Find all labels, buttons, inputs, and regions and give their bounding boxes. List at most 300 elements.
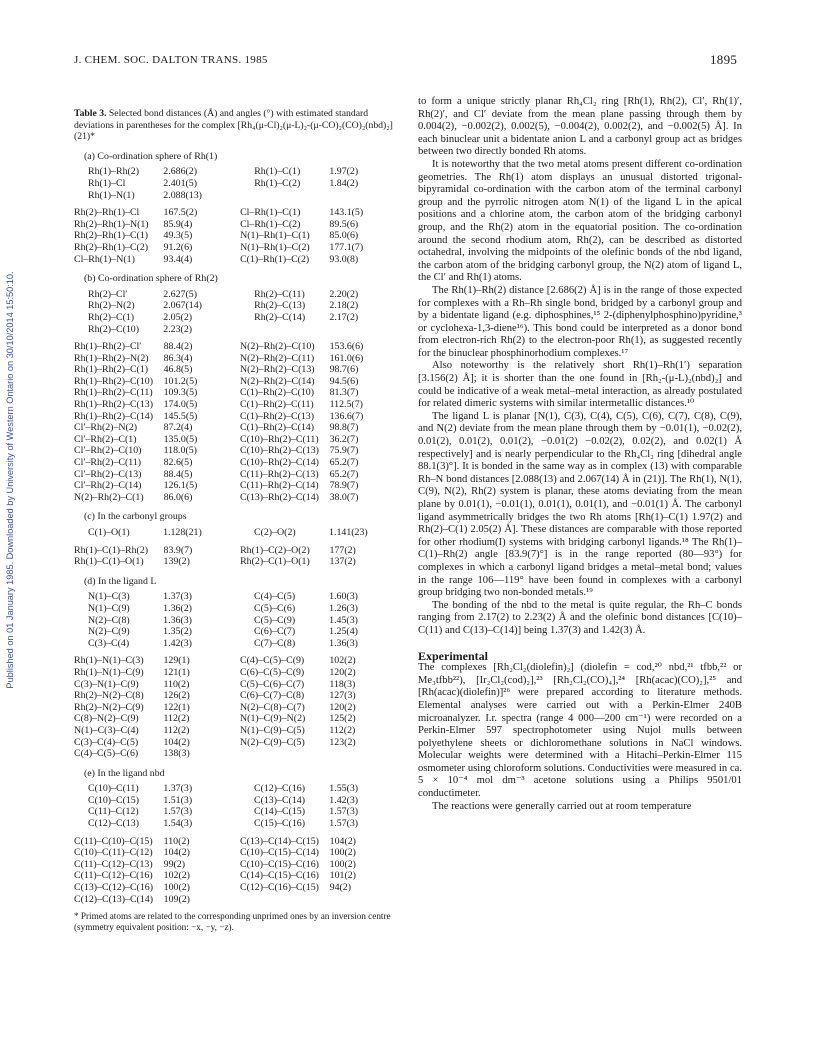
bond-value: 1.55(3): [329, 783, 359, 795]
bond-label: N(2)–C(9)–C(5): [240, 736, 305, 748]
bond-label: C(10)–C(15): [88, 794, 140, 806]
page-number: 1895: [710, 52, 738, 67]
bond-label: C(11)–Rh(2)–C(14): [239, 480, 319, 492]
bond-value: 82.6(5): [163, 457, 193, 469]
table-row: [74, 870, 406, 882]
table-row: [74, 469, 406, 481]
table-row: [74, 667, 406, 679]
table-row: [74, 387, 406, 399]
table-footnote: * Primed atoms are related to the corresponding unprimed ones by an inversion centre (symmetry equivalent position: −x, −y, −z).: [74, 911, 391, 933]
angle-group: [74, 836, 406, 906]
bond-label: [240, 894, 330, 906]
bond-value: 109(2): [163, 893, 190, 905]
bond-value: 86.3(4): [163, 352, 193, 364]
bond-label: Rh(1)–Rh(2)–C(14): [74, 410, 153, 422]
bond-label: C(1)–Rh(1)–C(2): [240, 253, 310, 265]
table-row: [74, 725, 406, 737]
bond-label: C(13)–C(14)–C(15): [239, 835, 319, 847]
paragraph: The bonding of the nbd to the metal is quite regular, the Rh–C bonds ranging from 2.17(2) to 2.23(2) Å and the olefinic bond distances [C(10)–C(11) and C(13)–C(14)] being 1.37(3) and 1.42(3) Å.: [418, 599, 742, 636]
bond-label: Rh(1)–N(1): [88, 189, 135, 201]
table-row: [74, 556, 406, 568]
table-row: [74, 230, 406, 242]
table-row: [74, 591, 406, 603]
bond-value: 177.1(7): [329, 241, 364, 253]
table-row: [74, 219, 406, 231]
bond-label: C(3)–N(1)–C(9): [74, 678, 139, 690]
bond-label: N(1)–C(9): [88, 602, 130, 614]
bond-label: Rh(1)–C(2): [254, 177, 301, 189]
bond-value: 127(3): [329, 690, 356, 702]
bond-label: Rh(2)–Rh(1)–C(1): [74, 230, 149, 242]
bond-label: Rh(2)–N(2): [88, 300, 135, 312]
bond-label: C(11)–C(12)–C(13): [74, 858, 153, 870]
bond-label: Cl–Rh(1)–N(1): [74, 253, 135, 265]
angle-group: [74, 545, 406, 568]
angle-group: [74, 207, 406, 265]
table-row: [74, 324, 406, 336]
bond-value: 99(2): [163, 858, 186, 870]
bond-label: Rh(2)–N(2)–C(9): [74, 701, 144, 713]
bond-value: 91.2(6): [163, 241, 193, 253]
bond-value: 2.088(13): [163, 189, 202, 201]
bond-label: C(11)–C(10)–C(15): [74, 835, 153, 847]
table-row: [74, 847, 406, 859]
bond-value: 100(2): [163, 882, 190, 894]
bond-value: 65.2(7): [329, 457, 359, 469]
bond-value: 75.9(7): [329, 445, 359, 457]
bond-value: 2.18(2): [329, 300, 359, 312]
table-row: [74, 679, 406, 691]
table-row: [74, 178, 406, 190]
bond-label: C(2)–O(2): [253, 527, 296, 538]
table-row: [74, 411, 406, 423]
bond-value: 2.627(5): [163, 288, 197, 300]
bond-label: Rh(2)–C(10): [88, 323, 140, 335]
table-row: [74, 615, 406, 627]
bond-label: Rh(2)–Rh(1)–N(1): [74, 218, 149, 230]
bond-value: 94.5(6): [329, 375, 359, 387]
bond-value: 104(2): [163, 736, 190, 748]
bond-value: 1.54(3): [163, 818, 193, 830]
table-row: [74, 795, 406, 807]
bond-value: 2.23(2): [163, 323, 193, 335]
bond-value: 104(2): [329, 835, 356, 847]
table-row: [74, 364, 406, 376]
bond-value: 120(2): [329, 666, 356, 678]
bond-label: Rh(1)–Rh(2)–C(10): [74, 375, 153, 387]
bond-label: Cl′–Rh(2)–C(10): [74, 445, 142, 457]
bond-label: C(10)–Rh(2)–C(14): [239, 457, 319, 469]
distance-group: [74, 527, 406, 539]
bond-value: 102(2): [163, 870, 190, 882]
experimental-paragraphs: [418, 662, 742, 813]
bond-label: C(10)–Rh(2)–C(11): [239, 433, 319, 445]
bond-value: 135.0(5): [163, 433, 198, 445]
table-row: [74, 242, 406, 254]
bond-label: C(10)–C(11): [88, 783, 139, 795]
table-row: [74, 818, 406, 830]
bond-value: 2.067(14): [163, 300, 202, 312]
table-row: [74, 341, 406, 353]
bond-value: 123(2): [329, 736, 356, 748]
bond-label: N(2)–C(9): [88, 626, 130, 638]
bond-value: 177(2): [329, 544, 356, 556]
bond-value: 93.0(8): [329, 253, 359, 265]
bond-value: 136.6(7): [329, 410, 364, 422]
bond-label: Rh(1)–N(1)–C(3): [74, 655, 144, 667]
table-row: [74, 702, 406, 714]
discussion-paragraphs: [418, 96, 742, 638]
table-row: [74, 480, 406, 492]
section-title: (d) In the ligand L: [84, 575, 157, 587]
bond-label: C(4)–C(5)–C(6): [74, 748, 139, 760]
running-header-journal: J. CHEM. SOC. DALTON TRANS. 1985: [74, 54, 268, 66]
table-row: [74, 603, 406, 615]
bond-value: 36.2(7): [329, 433, 359, 445]
experimental-heading: Experimental: [418, 648, 488, 663]
section-title: (c) In the carbonyl groups: [84, 511, 187, 523]
bond-value: 121(1): [163, 666, 190, 678]
bond-label: N(2)–C(8)–C(7): [240, 701, 305, 713]
bond-value: 1.36(3): [329, 637, 358, 649]
bond-value: 102(2): [329, 655, 356, 667]
distance-group: [74, 166, 406, 201]
bond-label: C(13)–Rh(2)–C(14): [239, 491, 319, 503]
section-title: (a) Co-ordination sphere of Rh(1): [84, 150, 218, 162]
bond-label: C(7)–C(8): [253, 637, 296, 649]
table-row: [74, 492, 406, 504]
bond-label: Rh(1)–C(1): [254, 166, 301, 178]
paragraph: The reactions were generally carried out at room temperature: [432, 800, 692, 812]
bond-label: N(2)–Rh(2)–C(1): [74, 491, 144, 503]
bond-value: 2.401(5): [163, 177, 198, 189]
bond-value: 125(2): [329, 713, 356, 725]
bond-label: C(4)–C(5): [253, 591, 296, 603]
bond-value: 98.7(6): [329, 364, 359, 376]
bond-label: C(1)–O(1): [88, 527, 130, 538]
bond-value: 118(3): [329, 678, 356, 690]
bond-value: 2.05(2): [163, 311, 193, 323]
table-row: [74, 894, 406, 906]
body-text-column: [418, 96, 742, 813]
bond-value: 112.5(7): [329, 399, 363, 411]
bond-label: Rh(2)–Cl′: [88, 288, 128, 300]
bond-label: N(2)–Rh(2)–C(11): [239, 352, 315, 364]
angle-group: [74, 655, 406, 759]
bond-label: Rh(1)–C(1)–O(1): [74, 556, 144, 568]
section-title: (e) In the ligand nbd: [84, 767, 165, 779]
bond-value: 1.45(3): [329, 614, 358, 626]
bond-label: Rh(2)–C(13): [254, 300, 306, 312]
bond-value: 167.5(2): [163, 207, 198, 219]
bond-label: C(11)–Rh(2)–C(13): [239, 468, 319, 480]
bond-label: C(13)–C(12)–C(16): [74, 882, 153, 894]
table-row: [74, 399, 406, 411]
bond-label: C(12)–C(13): [88, 818, 140, 830]
bond-value: 161.0(6): [329, 352, 364, 364]
table-row: [74, 312, 406, 324]
bond-value: [329, 190, 406, 202]
bond-value: 110(2): [163, 678, 190, 690]
bond-value: 2.20(2): [329, 288, 359, 300]
bond-label: Rh(2)–C(1)–O(1): [240, 556, 310, 568]
bond-value: 137(2): [329, 556, 356, 568]
bond-label: C(1)–Rh(2)–C(14): [239, 422, 315, 434]
table-row: [74, 690, 406, 702]
bond-value: 49.3(5): [163, 230, 193, 242]
bond-label: [240, 324, 329, 336]
bond-label: N(1)–C(9)–C(5): [240, 724, 305, 736]
paragraph: Also noteworthy is the relatively short Rh(1)–Rh(1′) separation [3.156(2) Å]; it is shorter than the one found in [Rh₂-(μ-L)₂(nbd)₂] and could be indicative of a weak metal–metal interaction, as already postulated for related dimeric systems with similar intermetallic distances.¹⁰: [418, 360, 742, 410]
bond-label: C(1)–Rh(2)–C(10): [239, 387, 315, 399]
bond-value: 101(2): [329, 870, 356, 882]
bond-value: 88.4(5): [163, 468, 193, 480]
bond-value: 94(2): [329, 882, 352, 894]
bond-label: Cl′–Rh(2)–C(1): [74, 433, 137, 445]
table-row: [74, 713, 406, 725]
bond-value: 112(2): [163, 713, 190, 725]
bond-value: 89.5(6): [329, 218, 359, 230]
bond-value: 118.0(5): [163, 445, 197, 457]
bond-label: Cl′–Rh(2)–C(13): [74, 468, 142, 480]
bond-label: N(1)–C(3): [88, 591, 130, 603]
paragraph: The complexes [Rh₂Cl₂(diolefin)₂] (diolefin = cod,²⁰ nbd,²¹ tfbb,²² or Me₃tfbb²²), [Ir₂Cl₂(cod)₂],²³ [Rh₂Cl₂(CO)₄],²⁴ [Rh(acac)(CO)₂],²⁵ and [Rh(acac)(diolefin)]²⁶ were prepared according to literature methods. Elemental analyses were carried out with a Perkin-Elmer 240B microanalyzer. I.r. spectra (range 4 000—200 cm⁻¹) were recorded on a Perkin-Elmer 597 spectrophotometer using Nujol mulls between polyethylene sheets or dichloromethane solutions in NaCl windows. Molecular weights were determined with a Hitachi–Perkin-Elmer 115 osmometer using chloroform solutions. Conductivities were measured in ca. 5 × 10⁻⁴ mol dm⁻³ acetone solutions using a Philips 9501/01 conductimeter.: [418, 662, 742, 800]
bond-value: 1.25(4): [329, 626, 358, 638]
bond-value: 1.36(2): [163, 602, 192, 614]
bond-value: 138(3): [163, 748, 190, 760]
bond-label: Rh(2)–Rh(1)–C(2): [74, 241, 149, 253]
bond-label: Rh(1)–Rh(2)–C(11): [74, 387, 153, 399]
bond-label: Rh(1)–C(1)–Rh(2): [74, 544, 149, 556]
table-row: [74, 783, 406, 795]
table-row: [74, 626, 406, 638]
bond-label: [240, 748, 329, 760]
table-row: [74, 207, 406, 219]
distance-group: [74, 289, 406, 335]
table-row: [74, 445, 406, 457]
bond-label: C(10)–Rh(2)–C(13): [239, 445, 319, 457]
bond-value: 85.9(4): [163, 218, 193, 230]
bond-label: C(6)–C(7): [253, 626, 296, 638]
bond-label: C(10)–C(15)–C(16): [239, 858, 319, 870]
bond-value: 1.97(2): [329, 166, 359, 178]
bond-label: C(5)–C(6)–C(7): [240, 678, 305, 690]
table-row: [74, 434, 406, 446]
table-caption: [74, 108, 406, 143]
bond-label: N(2)–Rh(2)–C(14): [239, 375, 315, 387]
bond-label: N(2)–Rh(2)–C(10): [239, 341, 315, 353]
bond-value: 87.2(4): [163, 422, 193, 434]
distance-group: [74, 783, 406, 829]
bond-value: 139(2): [163, 556, 190, 568]
bond-label: C(11)–C(12): [88, 806, 139, 818]
bond-label: N(1)–C(9)–N(2): [240, 713, 306, 725]
table-row: [74, 254, 406, 266]
bond-value: [329, 324, 406, 336]
bond-label: Cl′–Rh(2)–C(14): [74, 480, 142, 492]
table-caption-label: Table 3.: [74, 108, 107, 119]
bond-value: 104(2): [163, 847, 190, 859]
bond-value: 78.9(7): [329, 480, 359, 492]
bond-label: Rh(1)–N(1)–C(9): [74, 666, 144, 678]
table-row: [74, 527, 406, 539]
bond-value: 126.1(5): [163, 480, 198, 492]
bond-label: C(10)–C(15)–C(14): [239, 847, 319, 859]
bond-label: Rh(2)–Rh(1)–Cl: [74, 207, 140, 219]
bond-value: 93.4(4): [163, 253, 193, 265]
bond-label: C(13)–C(14): [253, 794, 305, 806]
table-caption-text: Selected bond distances (Å) and angles (°) with estimated standard deviations in parentheses for the complex [Rh₄(μ-Cl)₂(μ-L)₂-(μ-CO)₂(CO)₂(nbd)₂] (21)*: [74, 108, 393, 143]
bond-value: 1.141(23): [329, 527, 368, 538]
bond-label: C(5)–C(6): [253, 602, 296, 614]
table-row: [74, 422, 406, 434]
bond-label: Rh(1)–Rh(2)–C(13): [74, 399, 153, 411]
table-row: [74, 638, 406, 650]
bond-value: 122(1): [163, 701, 190, 713]
bond-label: Rh(1)–Rh(2)–C(1): [74, 364, 149, 376]
bond-label: C(3)–C(4)–C(5): [74, 736, 139, 748]
bond-value: 2.17(2): [329, 311, 359, 323]
bond-label: N(1)–Rh(1)–C(1): [240, 230, 310, 242]
table-row: [74, 457, 406, 469]
bond-value: [329, 748, 406, 760]
bond-label: Rh(2)–C(1): [88, 311, 135, 323]
table-row: [74, 376, 406, 388]
bond-value: 174.0(5): [163, 399, 198, 411]
bond-value: 112(2): [163, 724, 190, 736]
bond-label: Cl–Rh(1)–C(1): [240, 207, 301, 219]
bond-label: Rh(2)–C(11): [254, 288, 305, 300]
table-sections: [74, 151, 406, 905]
table-row: [74, 748, 406, 760]
bond-label: Rh(1)–Rh(2)–N(2): [74, 352, 149, 364]
bond-label: C(5)–C(9): [253, 614, 296, 626]
table-row: [74, 545, 406, 557]
bond-value: 86.0(6): [163, 491, 193, 503]
bond-value: 129(1): [163, 655, 190, 667]
bond-value: 1.57(3): [329, 806, 359, 818]
paragraph: to form a unique strictly planar Rh₄Cl₂ ring [Rh(1), Rh(2), Cl′, Rh(1)′, Rh(2)′, and Cl′ deviate from the mean plane passing through them by 0.004(2), −0.002(2), 0.002(5), −0.004(2), 0.002(2), and −0.002(5) Å]. In each binuclear unit a bidentate anion L and a carbonyl group act as bridges between two directly bonded Rh atoms.: [418, 96, 742, 158]
angle-group: [74, 341, 406, 503]
bond-label: C(12)–C(16)–C(15): [239, 882, 319, 894]
bond-label: C(6)–C(5)–C(9): [240, 666, 305, 678]
bond-label: C(4)–C(5)–C(9): [240, 655, 305, 667]
bond-label: C(1)–Rh(2)–C(13): [239, 410, 315, 422]
bond-value: 153.6(6): [329, 341, 364, 353]
bond-value: 1.26(3): [329, 602, 358, 614]
bond-label: N(1)–Rh(1)–C(2): [240, 241, 310, 253]
bond-value: 46.8(5): [163, 364, 193, 376]
bond-value: 1.128(21): [163, 527, 202, 538]
download-stamp: Published on 01 January 1985. Downloaded by University of Western Ontario on 30/10/2014 15:50:10.: [5, 271, 15, 689]
bond-label: C(12)–C(13)–C(14): [74, 893, 153, 905]
bond-label: C(10)–C(11)–C(12): [74, 847, 153, 859]
bond-value: 101.2(5): [163, 375, 198, 387]
bond-label: C(14)–C(15)–C(16): [239, 870, 319, 882]
bond-value: 1.37(3): [163, 591, 192, 603]
bond-label: [240, 190, 329, 202]
bond-label: N(2)–Rh(2)–C(13): [239, 364, 315, 376]
bond-value: 143.1(5): [329, 207, 364, 219]
bond-value: 1.37(3): [163, 783, 193, 795]
bond-label: C(12)–C(16): [253, 783, 305, 795]
section-title: (b) Co-ordination sphere of Rh(2): [84, 273, 218, 285]
paragraph: The ligand L is planar [N(1), C(3), C(4), C(5), C(6), C(7), C(8), C(9), and N(2) deviate from the mean plane through them by −0.01(1), −0.02(2), 0.01(2), 0.01(2), 0.01(2), −0.01(2) −0.02(2), 0.02(2), and 0.02(1) Å respectively] and is nearly perpendicular to the Rh₄Cl₂ ring [dihedral angle 88.1(3)°]. It is bonded in the same way as in complex (13) with comparable Rh–N bond distances [2.088(13) and 2.067(14) Å in (21)]. The Rh(1), N(1), C(9), N(2), Rh(2) system is planar, these atoms deviating from the mean plane by 0.01(1), −0.01(1), 0.01(1), 0.01(1), and −0.01(1) Å. The carbonyl ligand asymmetrically bridges the two Rh atoms [Rh(1)–C(1) 1.97(2) and Rh(2)–C(1) 2.05(2) Å]. These distances are comparable with those reported for other rhodium(I) systems with bridging carbonyl ligands.¹⁸ The Rh(1)–C(1)–Rh(2) angle [83.9(7)°] is in the range reported (80—93°) for complexes in which a carbonyl ligand bridges a metal–metal bond; values in the range 106—119° have been found in complexes with a carbonyl group bridging two non-bonded metals.¹⁹: [418, 410, 742, 599]
bond-label: N(2)–C(8): [88, 614, 130, 626]
bond-value: 1.60(3): [329, 591, 358, 603]
bond-label: Cl′–Rh(2)–C(11): [74, 457, 142, 469]
bond-label: Rh(2)–C(14): [254, 311, 306, 323]
bond-value: 145.5(5): [163, 410, 198, 422]
bond-value: 112(2): [329, 724, 356, 736]
bond-value: 98.8(7): [329, 422, 359, 434]
bond-value: 2.686(2): [163, 166, 198, 178]
bond-label: Rh(1)–Rh(2): [88, 166, 140, 178]
bond-label: Rh(1)–Rh(2)–Cl′: [74, 341, 142, 353]
bond-value: 81.3(7): [329, 387, 359, 399]
bond-value: 109.3(5): [163, 387, 198, 399]
bond-value: 1.36(3): [163, 614, 192, 626]
bond-label: C(14)–C(15): [253, 806, 305, 818]
paragraph: It is noteworthy that the two metal atoms present different co-ordination geometries. The Rh(1) atom displays an unusual distorted trigonal-bipyramidal co-ordination with the carbon atom of the terminal carbonyl group and the pyrrolic nitrogen atom N(1) of the ligand L in the apical positions and a chlorine atom, the carbon atom of the bridging carbonyl group, and the Rh(2) atom in the equatorial position. The co-ordination around the second rhodium atom, Rh(2), can be described as distorted octahedral, involving the midpoints of the olefinic bonds of the nbd ligand, the carbon atom of the bridging carbonyl group, the N(2) atom of ligand L, the Cl′ and Rh(1) atoms.: [418, 158, 742, 284]
table-row: [74, 806, 406, 818]
table-row: [74, 166, 406, 178]
bond-label: Cl′–Rh(2)–N(2): [74, 422, 138, 434]
bond-value: [330, 894, 406, 906]
bond-value: 110(2): [163, 835, 190, 847]
bond-label: C(3)–C(4): [88, 637, 130, 649]
table-row: [74, 836, 406, 848]
bond-value: 65.2(7): [329, 468, 359, 480]
bond-value: 88.4(2): [163, 341, 193, 353]
bond-label: C(1)–Rh(2)–C(11): [239, 399, 314, 411]
bond-label: Rh(2)–N(2)–C(8): [74, 690, 144, 702]
distance-group: [74, 591, 406, 649]
bond-label: Cl–Rh(1)–C(2): [240, 218, 301, 230]
bond-label: C(8)–N(2)–C(9): [74, 713, 139, 725]
bond-label: Rh(1)–C(2)–O(2): [240, 544, 310, 556]
table-row: [74, 300, 406, 312]
bond-value: 1.42(3): [329, 794, 359, 806]
table-row: [74, 190, 406, 202]
bond-label: C(15)–C(16): [253, 818, 305, 830]
bond-value: 1.35(2): [163, 626, 192, 638]
bond-value: 100(2): [329, 858, 356, 870]
bond-value: 85.0(6): [329, 230, 359, 242]
bond-label: Rh(1)–Cl: [88, 177, 126, 189]
bond-value: 83.9(7): [163, 544, 193, 556]
bond-value: 126(2): [163, 690, 190, 702]
bond-value: 100(2): [329, 847, 356, 859]
bond-value: 38.0(7): [329, 491, 359, 503]
table-row: [74, 859, 406, 871]
paragraph: The Rh(1)–Rh(2) distance [2.686(2) Å] is in the range of those expected for complexes with a Rh–Rh single bond, bridged by a carbonyl group and by a bidentate ligand (e.g. diphosphines,¹⁵ 2-(diphenylphosphino)pyridine,³ or cyclohexa-1,3-diene¹⁶). This bond could be interpreted as a donor bond from electron-rich Rh(2) to the electron-poor Rh(1), as suggested recently for the binuclear phosphinorhodium complexes.¹⁷: [418, 284, 742, 359]
bond-label: C(11)–C(12)–C(16): [74, 870, 153, 882]
bond-value: 1.51(3): [163, 794, 193, 806]
bond-value: 1.57(3): [329, 818, 359, 830]
bond-label: N(1)–C(3)–C(4): [74, 724, 139, 736]
bond-value: 1.42(3): [163, 637, 192, 649]
table-row: [74, 737, 406, 749]
table-row: [74, 353, 406, 365]
bond-value: 120(2): [329, 701, 356, 713]
table-row: [74, 289, 406, 301]
bond-label: C(6)–C(7)–C(8): [240, 690, 305, 702]
table-row: [74, 882, 406, 894]
table-3-column: [74, 108, 406, 933]
bond-value: 1.57(3): [163, 806, 193, 818]
bond-value: 1.84(2): [329, 177, 359, 189]
